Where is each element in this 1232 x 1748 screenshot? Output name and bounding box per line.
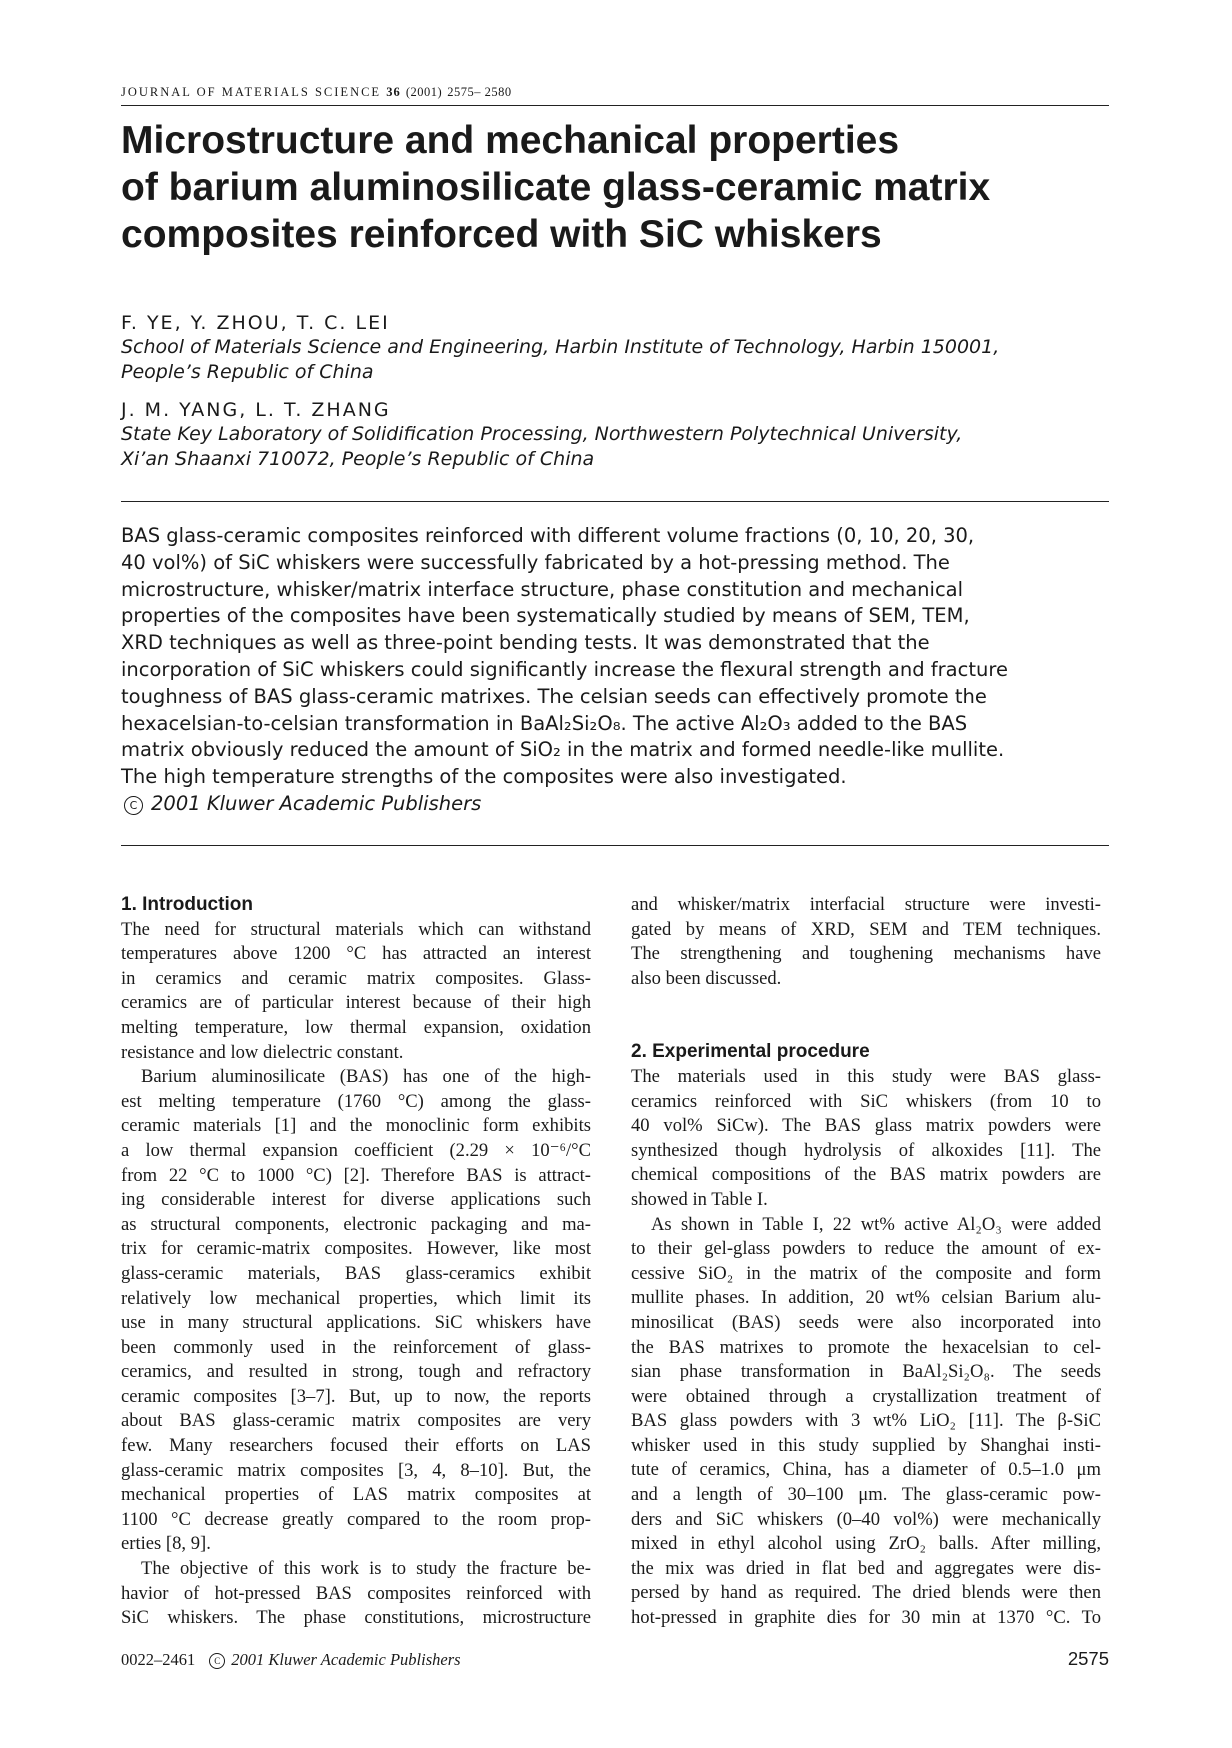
affiliation-2 xyxy=(121,422,962,472)
body-line: persed by hand as required. The dried blends were then xyxy=(631,1582,1101,1604)
body-line: ceramics are of particular interest because of their high xyxy=(121,992,591,1014)
paper-title xyxy=(121,117,1109,258)
body-line: and whisker/matrix interfacial structure were investi- xyxy=(631,894,1101,915)
body-line: mixed in ethyl alcohol using ZrO₂ balls. After milling, xyxy=(631,1533,1101,1555)
body-line: sian phase transformation in BaAl₂Si₂O₈. The seeds xyxy=(631,1361,1101,1383)
title-line: Microstructure and mechanical properties xyxy=(121,119,900,162)
body-line: glass-ceramic materials, BAS glass-ceramics exhibit xyxy=(121,1262,591,1284)
journal-year: (2001) xyxy=(405,85,443,99)
body-line: est melting temperature (1760 °C) among the glass- xyxy=(121,1090,591,1112)
body-line: chemical compositions of the BAS matrix powders are xyxy=(631,1164,1101,1186)
copyright-text: 2001 Kluwer Academic Publishers xyxy=(151,791,482,815)
section-heading-experimental: 2. Experimental procedure xyxy=(631,1041,870,1063)
footer-issn-line xyxy=(121,1650,461,1670)
affiliation-line: State Key Laboratory of Solidification Processing, Northwestern Polytechnical University, xyxy=(121,423,963,445)
body-line: 1100 °C decrease greatly compared to the room prop- xyxy=(121,1508,591,1530)
body-line: and a length of 30–100 μm. The glass-ceramic pow- xyxy=(631,1484,1101,1506)
right-column xyxy=(631,893,1101,1631)
body-line: trix for ceramic-matrix composites. However, like most xyxy=(121,1238,591,1260)
body-line: synthesized though hydrolysis of alkoxides [11]. The xyxy=(631,1139,1101,1161)
body-line: a low thermal expansion coefficient (2.29 × 10⁻⁶/°C xyxy=(121,1139,591,1161)
body-line: The need for structural materials which can withstand xyxy=(121,918,591,940)
footer-issn: 0022–2461 xyxy=(121,1650,196,1669)
body-line: minosilicat (BAS) seeds were also incorporated into xyxy=(631,1311,1101,1333)
abstract-line: incorporation of SiC whiskers could significantly increase the flexural strength and fracture xyxy=(121,657,1008,681)
journal-volume: 36 xyxy=(386,85,401,99)
body-line: cessive SiO₂ in the matrix of the composite and form xyxy=(631,1262,1101,1284)
affiliation-line: Xi’an Shaanxi 710072, People’s Republic of China xyxy=(121,448,595,470)
affiliation-line: School of Materials Science and Engineering, Harbin Institute of Technology, Harbin 150001, xyxy=(121,336,1000,358)
body-line: showed in Table I. xyxy=(631,1188,768,1210)
body-line: The materials used in this study were BAS glass- xyxy=(631,1065,1101,1087)
body-line: ceramics, and resulted in strong, tough and refractory xyxy=(121,1361,591,1383)
abstract-copyright xyxy=(121,791,1109,818)
abstract-line: toughness of BAS glass-ceramic matrixes. The celsian seeds can effectively promote the xyxy=(121,684,987,708)
body-line: glass-ceramic matrix composites [3, 4, 8–10]. But, the xyxy=(121,1459,591,1481)
running-header xyxy=(121,85,512,100)
title-line: of barium aluminosilicate glass-ceramic matrix xyxy=(121,166,991,209)
body-line: ders and SiC whiskers (0–40 vol%) were mechanically xyxy=(631,1508,1101,1530)
body-line: relatively low mechanical properties, which limit its xyxy=(121,1287,591,1309)
abstract-line: 40 vol%) of SiC whiskers were successfully fabricated by a hot-pressing method. The xyxy=(121,550,950,574)
copyright-icon: C xyxy=(124,796,143,815)
body-line: whisker used in this study supplied by Shanghai insti- xyxy=(631,1434,1101,1456)
body-line: also been discussed. xyxy=(631,967,782,989)
copyright-icon: C xyxy=(209,1653,225,1669)
body-line: As shown in Table I, 22 wt% active Al₂O₃ were added xyxy=(651,1213,1101,1235)
section-heading-introduction: 1. Introduction xyxy=(121,894,253,915)
body-line: resistance and low dielectric constant. xyxy=(121,1041,404,1063)
header-rule xyxy=(121,105,1109,106)
body-line: in ceramics and ceramic matrix composites. Glass- xyxy=(121,967,591,989)
abstract xyxy=(121,523,1109,818)
title-line: composites reinforced with SiC whiskers xyxy=(121,213,882,256)
body-line: been commonly used in the reinforcement of glass- xyxy=(121,1336,591,1358)
authors-group-2: J. M. YANG, L. T. ZHANG xyxy=(121,399,391,421)
body-line: The strengthening and toughening mechanisms have xyxy=(631,943,1101,965)
affiliation-1 xyxy=(121,335,999,385)
body-line: SiC whiskers. The phase constitutions, microstructure xyxy=(121,1607,591,1629)
affiliation-line: People’s Republic of China xyxy=(121,361,374,383)
abstract-line: The high temperature strengths of the composites were also investigated. xyxy=(121,765,847,789)
body-line: use in many structural applications. SiC whiskers have xyxy=(121,1312,591,1334)
body-line: mechanical properties of LAS matrix composites at xyxy=(121,1484,591,1506)
body-line: The objective of this work is to study the fracture be- xyxy=(141,1558,591,1580)
body-line: Barium aluminosilicate (BAS) has one of the high- xyxy=(141,1066,591,1088)
abstract-line: matrix obviously reduced the amount of SiO₂ in the matrix and formed needle-like mullite. xyxy=(121,738,1005,762)
body-line: ceramic composites [3–7]. But, up to now, the reports xyxy=(121,1385,591,1407)
body-line: from 22 °C to 1000 °C) [2]. Therefore BAS is attract- xyxy=(121,1164,591,1186)
body-line: were obtained through a crystallization treatment of xyxy=(631,1385,1101,1407)
abstract-line: BAS glass-ceramic composites reinforced with different volume fractions (0, 10, 20, 30, xyxy=(121,524,975,547)
section-gap xyxy=(631,991,1101,1040)
body-line: melting temperature, low thermal expansion, oxidation xyxy=(121,1016,591,1038)
abstract-line: hexacelsian-to-celsian transformation in BaAl₂Si₂O₈. The active Al₂O₃ added to the BAS xyxy=(121,711,968,735)
body-line: the mix was dried in flat bed and aggregates were dis- xyxy=(631,1557,1101,1579)
body-line: the BAS matrixes to promote the hexacelsian to cel- xyxy=(631,1336,1101,1358)
body-line: ceramic materials [1] and the monoclinic form exhibits xyxy=(121,1115,591,1137)
abstract-line: microstructure, whisker/matrix interface structure, phase constitution and mechanical xyxy=(121,577,964,601)
abstract-line: properties of the composites have been systematically studied by means of SEM, TEM, xyxy=(121,604,970,628)
body-line: ing considerable interest for diverse applications such xyxy=(121,1189,591,1211)
body-line: tute of ceramics, China, has a diameter of 0.5–1.0 μm xyxy=(631,1459,1101,1481)
abstract-bottom-rule xyxy=(121,845,1109,846)
body-line: gated by means of XRD, SEM and TEM techniques. xyxy=(631,918,1101,940)
body-line: few. Many researchers focused their efforts on LAS xyxy=(121,1435,591,1457)
body-line: about BAS glass-ceramic matrix composites are very xyxy=(121,1410,591,1432)
abstract-top-rule xyxy=(121,501,1109,502)
body-line: 40 vol% SiCw). The BAS glass matrix powders were xyxy=(631,1115,1101,1137)
footer-publisher: 2001 Kluwer Academic Publishers xyxy=(231,1650,461,1669)
body-line: ceramics reinforced with SiC whiskers (from 10 to xyxy=(631,1090,1101,1112)
body-line: havior of hot-pressed BAS composites reinforced with xyxy=(121,1582,591,1604)
page-number: 2575 xyxy=(1067,1648,1109,1669)
body-line: hot-pressed in graphite dies for 30 min at 1370 °C. To xyxy=(631,1607,1101,1629)
body-line: temperatures above 1200 °C has attracted an interest xyxy=(121,943,591,965)
body-line: erties [8, 9]. xyxy=(121,1533,211,1555)
abstract-line: XRD techniques as well as three-point bending tests. It was demonstrated that the xyxy=(121,631,930,655)
body-line: mullite phases. In addition, 20 wt% celsian Barium alu- xyxy=(631,1287,1101,1309)
body-line: as structural components, electronic packaging and ma- xyxy=(121,1213,591,1235)
body-line: BAS glass powders with 3 wt% LiO₂ [11]. The β-SiC xyxy=(631,1410,1101,1432)
body-line: to their gel-glass powders to reduce the amount of ex- xyxy=(631,1238,1101,1260)
journal-name: JOURNAL OF MATERIALS SCIENCE xyxy=(121,85,382,99)
left-column xyxy=(121,893,591,1631)
authors-group-1: F. YE, Y. ZHOU, T. C. LEI xyxy=(121,312,390,334)
journal-pages: 2575– 2580 xyxy=(447,85,512,99)
